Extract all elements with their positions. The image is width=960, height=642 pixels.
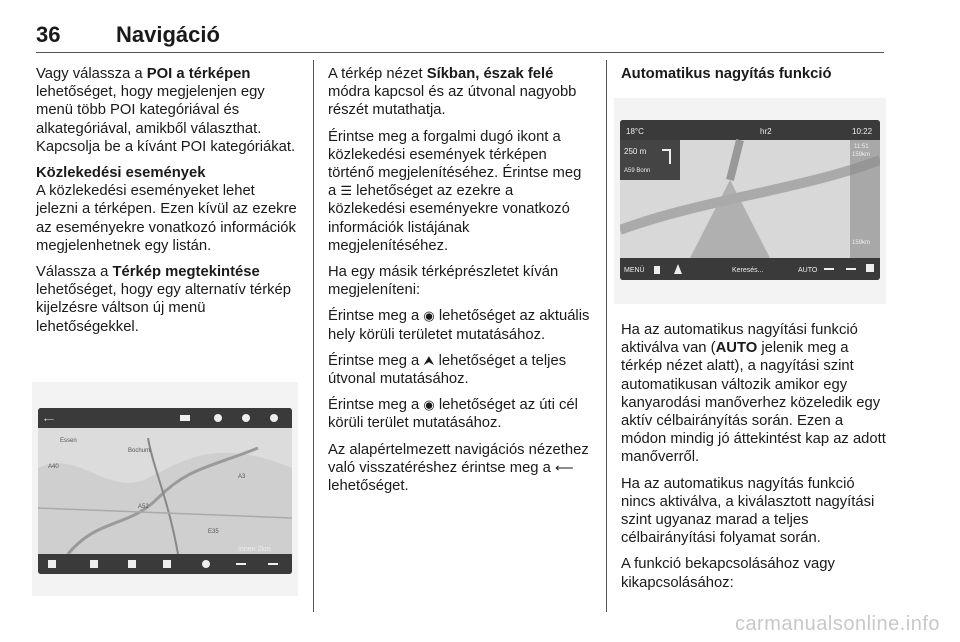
traffic-icon[interactable] [214, 414, 222, 422]
destination-icon[interactable] [270, 414, 278, 422]
road-label: A3 [238, 474, 246, 480]
zoom-in-icon[interactable] [846, 268, 856, 270]
column-3-body [621, 321, 889, 600]
navigation-screen-svg [620, 120, 880, 280]
other-map-section-paragraph: Ha egy másik térképrészletet kíván megjeleníteni: [328, 264, 559, 299]
place-label: Essen [60, 438, 77, 444]
search-field[interactable]: Keresés... [732, 267, 764, 274]
audio-source-label: hr2 [760, 127, 772, 136]
flat-north-term: Síkban, észak felé [426, 66, 554, 82]
road-label: A52 [138, 504, 149, 510]
menu-button[interactable]: MENÜ [624, 267, 645, 274]
list-icon: ☰ [340, 183, 352, 199]
figure-auto-zoom [614, 98, 886, 304]
map-view-paragraph: Válassza a Térkép megtekintése lehetőséget, hogy egy alternatív térkép kijelzésre váltson új menü lehetőségekkel. [36, 264, 292, 335]
back-arrow-icon: ⟵ [555, 459, 574, 475]
auto-zoom-toggle[interactable]: AUTO [798, 267, 818, 274]
column-1 [36, 65, 298, 344]
figure-map-view [32, 382, 298, 596]
header-rule [36, 52, 884, 53]
road-label: E35 [208, 529, 219, 535]
map-screen-svg [38, 408, 292, 574]
traffic-icon-paragraph: Érintse meg a forgalmi dugó ikont a közlekedési események térképen történő megjelenítéséhez. Érintse meg a ☰ lehetőséget az ezekre a közlekedési eseményekre vonatkozó információk listájának megjelenítéséhez. [328, 128, 582, 254]
zoom-out-icon[interactable] [236, 563, 246, 565]
flat-north-paragraph: A térkép nézet Síkban, észak felé módra kapcsol és az útvonal nagyobb részét mutathatja. [328, 66, 577, 119]
navigation-screen [620, 120, 880, 280]
zoom-out-icon[interactable] [824, 268, 834, 270]
current-position-paragraph: Érintse meg a ◉ lehetőséget az aktuális hely körüli területet mutatásához. [328, 308, 590, 343]
watermark: carmanualsonline.info [734, 613, 940, 635]
toggle-instruction-paragraph: A funkció bekapcsolásához vagy kikapcsolásához: [621, 556, 835, 591]
column-divider-2 [606, 60, 607, 612]
remaining-distance-bar: 159km [852, 240, 871, 246]
traffic-bottom-icon[interactable] [163, 560, 171, 568]
column-divider-1 [313, 60, 314, 612]
poi-on-map-term: POI a térképen [146, 66, 251, 82]
parking-icon[interactable] [128, 560, 136, 568]
route-overview-icon: ⮝ [423, 352, 435, 368]
road-label: A40 [48, 464, 59, 470]
flag-icon[interactable] [654, 266, 660, 274]
place-label: Bochum [128, 448, 151, 454]
destination-icon: ◉ [423, 397, 435, 413]
auto-zoom-active-paragraph: Ha az automatikus nagyítási funkció aktiválva van (AUTO jelenik meg a térkép nézet alatt), a nagyítási szint automatikusan változik amikor egy kanyarodási manőverhez közeledik egy aktív célbairányítás során. Ezen a módon mindig jó áttekintést kap az adott manőverről. [621, 322, 886, 466]
zoom-fit-icon[interactable] [202, 560, 210, 568]
section-title: Navigáció [116, 22, 220, 47]
remaining-distance: 159km [852, 152, 871, 158]
column-3 [621, 65, 889, 83]
page-number: 36 [36, 22, 61, 47]
auto-zoom-inactive-paragraph: Ha az automatikus nagyítás funkció nincs aktiválva, a kiválasztott nagyítási szint ugyanaz marad a teljes célbairányítási folyamat során. [621, 475, 875, 547]
map-screen [38, 408, 292, 574]
poi-bottom-icon-1[interactable] [48, 560, 56, 568]
road-name: A59 Bonn [624, 168, 651, 174]
zoom-in-icon[interactable] [268, 563, 278, 565]
poi-bottom-icon-2[interactable] [90, 560, 98, 568]
default-view-paragraph: Az alapértelmezett navigációs nézethez való visszatéréshez érintse meg a ⟵ lehetőséget. [328, 441, 589, 495]
clock-label: 10:22 [852, 127, 873, 136]
whole-route-paragraph: Érintse meg a ⮝ lehetőséget a teljes útvonal mutatásához. [328, 352, 567, 388]
maneuver-distance: 250 m [624, 147, 647, 156]
list-icon[interactable] [180, 415, 190, 421]
temperature-label: 18°C [626, 127, 644, 136]
column-2 [328, 65, 590, 503]
traffic-paragraph: A közlekedési eseményeket lehet jelezni a térképen. Ezen kívül az ezekre az eseményekre vonatkozó információk megjelenhetnek egy listán. [36, 183, 297, 254]
page-header [36, 22, 884, 50]
destination-area-paragraph: Érintse meg a ◉ lehetőséget az úti cél körüli terület mutatásához. [328, 397, 578, 432]
back-arrow-icon[interactable]: ⟵ [44, 417, 55, 424]
poi-paragraph: Vagy válassza a POI a térképen lehetőséget, hogy megjelenjen egy menü több POI kategóriával és alkategóriával, amikből választhat. Kapcsolja be a kívánt POI kategóriákat. [36, 66, 296, 155]
route-overview-icon[interactable] [242, 414, 250, 422]
map-view-term: Térkép megtekintése [112, 264, 260, 281]
auto-term: AUTO [715, 340, 758, 357]
arrival-time: 11:51 [854, 144, 869, 150]
auto-zoom-heading: Automatikus nagyítás funkció [621, 66, 832, 82]
traffic-events-heading: Közlekedési események [36, 165, 206, 182]
current-position-icon: ◉ [423, 308, 435, 324]
map-scale-label: Innen 2km [238, 546, 271, 553]
settings-icon[interactable] [866, 264, 874, 272]
